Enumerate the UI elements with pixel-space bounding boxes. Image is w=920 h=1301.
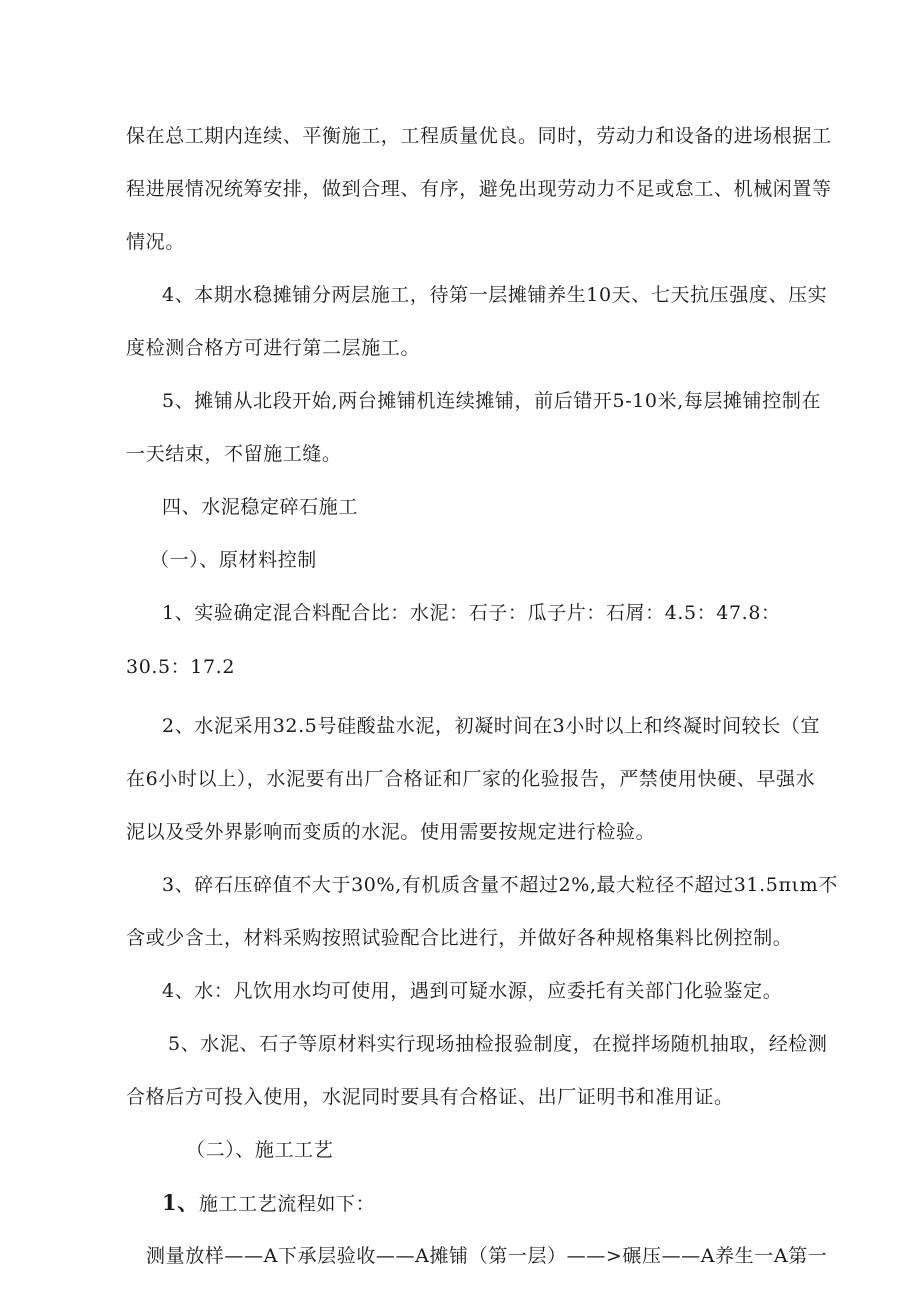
paragraph-line: 程进展情况统筹安排，做到合理、有序，避免出现劳动力不足或怠工、机械闲置等: [126, 178, 832, 200]
paragraph-line: 30.5：17.2: [126, 656, 236, 678]
paragraph-line: 在6小时以上），水泥要有出厂合格证和厂家的化验报告，严禁使用快硬、早强水: [126, 768, 816, 790]
paragraph-line: 含或少含土，材料采购按照试验配合比进行，并做好各种规格集料比例控制。: [126, 927, 793, 949]
paragraph-line: 2、水泥采用32.5号硅酸盐水泥，初凝时间在3小时以上和终凝时间较长（宜: [162, 715, 821, 737]
paragraph-line: 度检测合格方可进行第二层施工。: [126, 337, 421, 359]
paragraph-line: 4、水：凡饮用水均可使用，遇到可疑水源，应委托有关部门化验鉴定。: [162, 980, 783, 1002]
paragraph-line: 合格后方可投入使用，水泥同时要具有合格证、出厂证明书和准用证。: [126, 1086, 734, 1108]
step-text: 施工工艺流程如下：: [198, 1193, 376, 1215]
paragraph-line: 1、实验确定混合料配合比：水泥：石子：瓜子片：石屑：4.5：47.8：: [162, 602, 781, 624]
paragraph-line: 一天结束，不留施工缝。: [126, 443, 342, 465]
step-number: 1、: [162, 1190, 199, 1215]
paragraph-line: 3、碎石压碎值不大于30%,有机质含量不超过2%,最大粒径不超过31.5πιm不: [162, 874, 838, 896]
subsection-heading: （二）、施工工艺: [186, 1139, 334, 1161]
section-heading: 四、水泥稳定碎石施工: [162, 496, 359, 518]
paragraph-line: 情况。: [126, 231, 185, 253]
paragraph-line: 5、摊铺从北段开始,两台摊铺机连续摊铺，前后错开5-10米,每层摊铺控制在: [162, 390, 822, 412]
paragraph-line: 保在总工期内连续、平衡施工，工程质量优良。同时，劳动力和设备的进场根据工: [126, 125, 832, 147]
paragraph-line: 4、本期水稳摊铺分两层施工，待第一层摊铺养生10天、七天抗压强度、压实: [162, 284, 828, 306]
paragraph-line: 泥以及受外界影响而变质的水泥。使用需要按规定进行检验。: [126, 821, 656, 843]
subsection-heading: （一）、原材料控制: [150, 549, 317, 571]
paragraph-line: [162, 1190, 375, 1217]
paragraph-line: 5、水泥、石子等原材料实行现场抽检报验制度，在搅拌场随机抽取，经检测: [168, 1033, 828, 1055]
process-flow-line: 测量放样——A下承层验收——A摊铺（第一层）——>碾压——A养生一A第一: [146, 1245, 828, 1267]
